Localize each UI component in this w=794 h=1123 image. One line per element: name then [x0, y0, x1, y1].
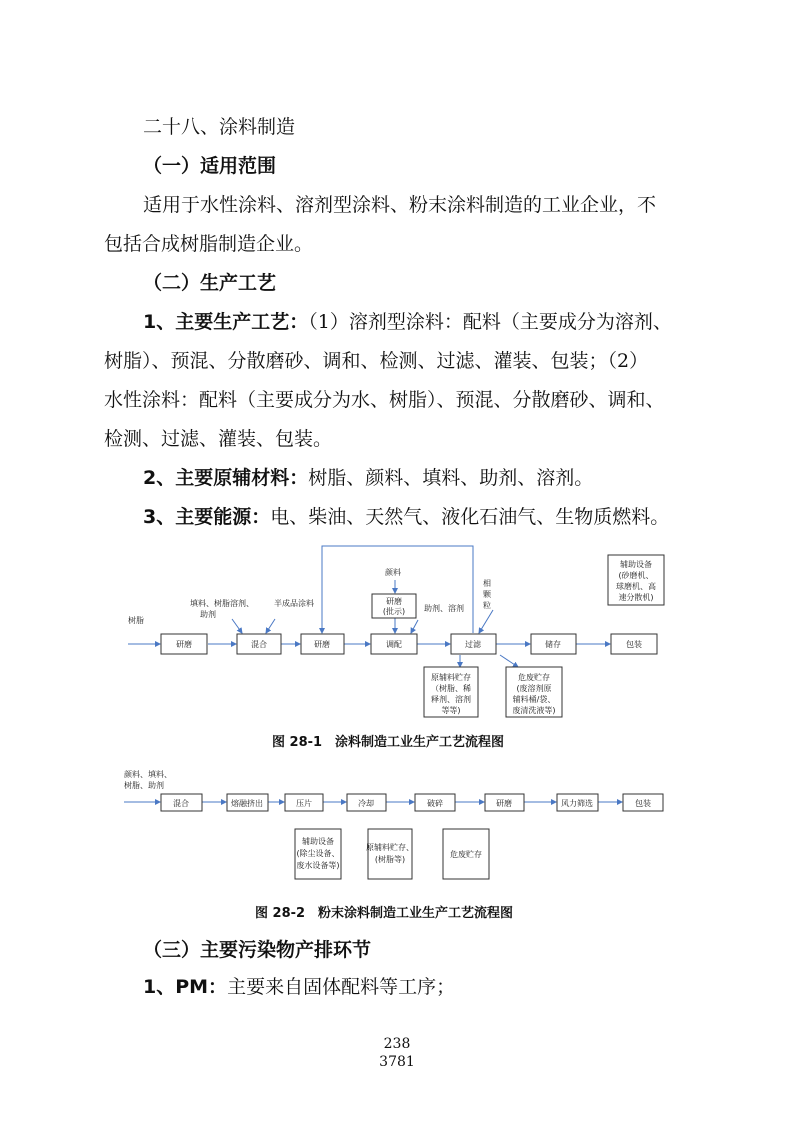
pollutant-item-1-label: 1、PM：: [143, 976, 228, 998]
box-packing-label: 包装: [626, 640, 642, 649]
box-grind-batch-line-2: (批示): [382, 607, 406, 616]
process-item-2: [104, 459, 696, 498]
input-filler-line-1: 填料、树脂溶剂、: [190, 599, 254, 608]
aux-equipment-line-3: 废水设备等): [296, 861, 340, 870]
haz-storage-line-3: 辅料桶/袋、: [512, 695, 556, 704]
haz-storage-line-1: 危废贮存: [518, 673, 550, 682]
figure-2-caption: 图 28-2 粉末涂料制造工业生产工艺流程图: [255, 906, 514, 921]
aux-equipment-line-1: 辅助设备: [302, 837, 334, 846]
input-filler-line-2: 助剂: [200, 610, 216, 619]
aux-equipment-line-2: (除尘设备、: [296, 849, 340, 858]
input-semi-product: 半成品涂料: [274, 599, 314, 608]
heading-scope: （一）适用范围: [143, 155, 277, 177]
aux-equipment-line-3: 球磨机、高: [616, 582, 656, 591]
flowchart-powder-coating: [0, 765, 794, 885]
process-item-1-line-4: 检测、过滤、灌装、包装。: [104, 428, 333, 450]
box-blend-label: 调配: [386, 640, 402, 649]
input-line-1: 颜料、填料、: [124, 770, 172, 779]
box-air-screen-label: 风力筛选: [561, 799, 593, 808]
box-grind-1-label: 研磨: [176, 640, 192, 649]
process-item-2-label: 2、主要原辅材料：: [143, 467, 309, 489]
box-storage-label: 储存: [545, 640, 561, 649]
box-grind-batch-line-1: 研磨: [386, 597, 402, 606]
input-coarse-line-3: 粒: [483, 601, 491, 610]
process-item-1-line-1: （1）溶剂型涂料：配料（主要成分为溶剂、: [308, 311, 672, 333]
input-additive-solvent: 助剂、溶剂: [424, 604, 464, 613]
pollutant-item-1-text: 主要来自固体配料等工序；: [227, 976, 456, 998]
raw-storage-line-3: 释剂、溶剂: [431, 695, 471, 704]
haz-storage-line-4: 废清洗液等): [512, 706, 556, 715]
haz-storage-line-2: (废溶剂原: [516, 684, 552, 693]
box-grind-2-label: 研磨: [314, 640, 330, 649]
box-mix-label: 混合: [173, 799, 189, 808]
process-item-1: [104, 303, 696, 342]
raw-storage-line-1: 原辅料贮存、: [366, 843, 414, 852]
process-item-3: [104, 498, 696, 537]
flowchart-solvent-water-coating: [0, 540, 794, 725]
scope-paragraph-line-1: 适用于水性涂料、溶剂型涂料、粉末涂料制造的工业企业，不: [143, 194, 657, 216]
raw-storage-line-1: 原辅料贮存: [431, 673, 471, 682]
process-item-3-label: 3、主要能源：: [143, 506, 271, 528]
raw-storage-line-4: 等等): [441, 706, 461, 715]
haz-storage-label: 危废贮存: [450, 850, 482, 859]
input-coarse-line-1: 相: [483, 579, 491, 588]
heading-process: （二）生产工艺: [143, 272, 277, 294]
aux-equipment-line-4: 速分散机): [618, 593, 654, 602]
aux-equipment-line-1: 辅助设备: [620, 560, 652, 569]
box-cool-label: 冷却: [358, 799, 374, 808]
process-item-2-text: 树脂、颜料、填料、助剂、溶剂。: [308, 467, 594, 489]
page-number-total: 3781: [379, 1054, 415, 1070]
page-number: 238: [383, 1036, 411, 1052]
raw-storage-line-2: （树脂、稀: [431, 684, 471, 693]
input-line-2: 树脂、助剂: [124, 781, 164, 790]
input-coarse-line-2: 颗: [483, 590, 491, 599]
raw-storage-line-2: (树脂等): [374, 855, 406, 864]
box-filter-label: 过滤: [465, 640, 481, 649]
heading-pollutants: （三）主要污染物产排环节: [143, 939, 372, 961]
pollutant-item-1: [104, 968, 696, 1007]
process-item-3-text: 电、柴油、天然气、液化石油气、生物质燃料。: [270, 506, 670, 528]
figure-1-caption: 图 28-1 涂料制造工业生产工艺流程图: [272, 735, 505, 750]
box-mix-label: 混合: [251, 640, 267, 649]
box-melt-extrude-label: 熔融挤出: [231, 799, 263, 808]
input-resin: 树脂: [128, 616, 144, 625]
aux-equipment-line-2: (砂磨机、: [618, 571, 654, 580]
box-grind-label: 研磨: [496, 799, 512, 808]
box-raw-storage: [368, 829, 412, 879]
process-item-1-line-3: 水性涂料：配料（主要成分为水、树脂）、预混、分散磨砂、调和、: [104, 389, 665, 411]
box-press-label: 压片: [296, 799, 312, 808]
box-packing-label: 包装: [635, 799, 651, 808]
scope-paragraph-line-2: 包括合成树脂制造企业。: [104, 233, 314, 255]
process-item-1-line-2: 树脂）、预混、分散磨砂、调和、检测、过滤、灌装、包装；（2）: [104, 350, 649, 372]
section-title: 二十八、涂料制造: [143, 116, 296, 138]
process-item-1-label: 1、主要生产工艺：: [143, 311, 309, 333]
input-pigment: 颜料: [385, 568, 401, 577]
box-crush-label: 破碎: [427, 799, 443, 808]
